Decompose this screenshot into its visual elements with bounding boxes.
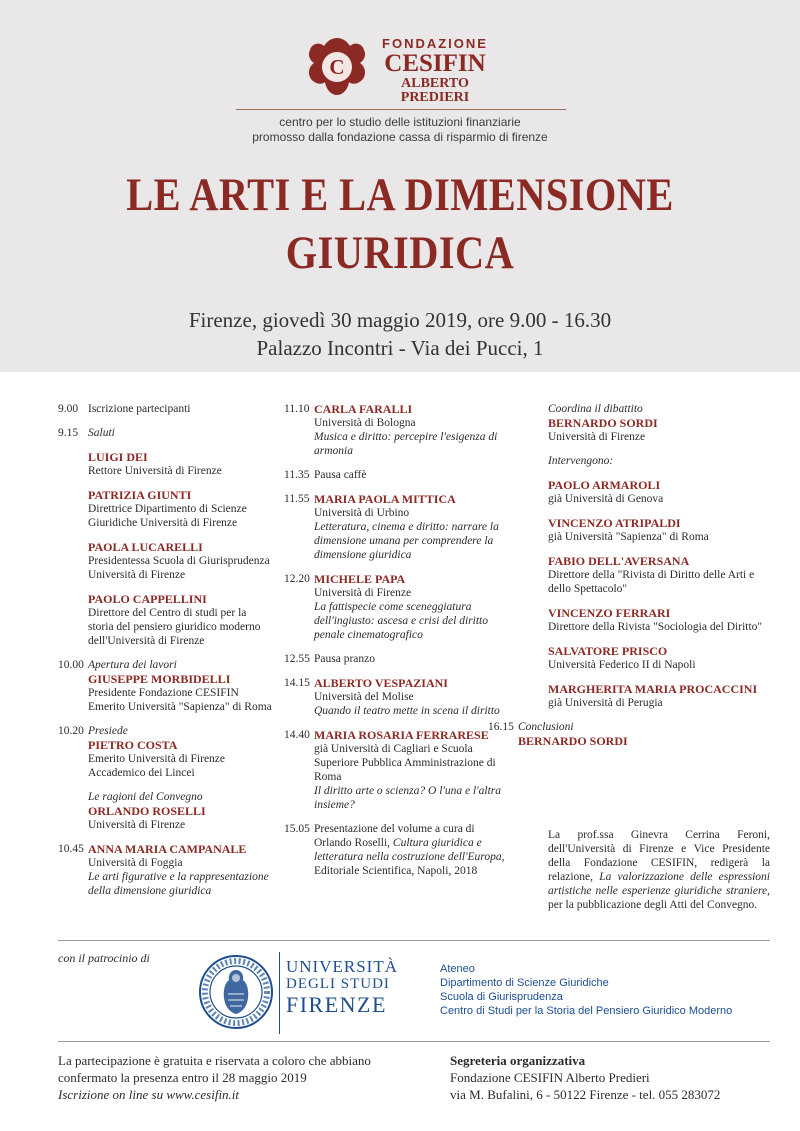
closing-note-intro: La prof.ssa Ginevra Cerrina Feroni, dell'Università di Firenze e Vice Presidente della Fondazione CESIFIN, redigerà la relazione, — [548, 829, 770, 883]
book-title: Cultura giuridica e letteratura nella costruzione dell'Europa — [314, 837, 502, 863]
speaker-affiliation: Emerito Università di Firenze Accademico dei Lincei — [88, 753, 226, 779]
secretariat-title: Segreteria organizzativa — [450, 1053, 586, 1068]
speaker-name: MARIA ROSARIA FERRARESE — [314, 728, 489, 742]
closing-note-title: La valorizzazione delle espressioni artistiche nelle esperienze giuridiche straniere — [548, 871, 771, 897]
program-section-label: Intervengono: — [548, 455, 614, 467]
event-venue: Palazzo Incontri - Via dei Pucci, 1 — [256, 336, 544, 360]
speaker-affiliation: Rettore Università di Firenze — [88, 465, 222, 477]
fondazione-logo — [306, 34, 496, 104]
speaker-affiliation: Università del Molise — [314, 691, 414, 703]
speaker-affiliation: già Università "Sapienza" di Roma — [548, 531, 709, 543]
logo-line1: FONDAZIONE — [382, 36, 488, 51]
book-presentation-intro: Presentazione del volume a cura di Orlando Roselli, — [314, 823, 475, 849]
program-item — [284, 728, 506, 812]
speaker-name: PATRIZIA GIUNTI — [88, 488, 192, 502]
speaker-name: CARLA FARALLI — [314, 402, 413, 416]
program-text: Pausa pranzo — [314, 653, 375, 665]
cesifin-logo-icon — [306, 36, 368, 98]
closing-note — [548, 828, 770, 912]
program-column-2 — [284, 402, 506, 888]
svg-text:C: C — [329, 55, 345, 79]
university-logo-text — [286, 958, 398, 1016]
program-time: 9.15 — [58, 427, 79, 439]
program-time: 11.55 — [284, 493, 310, 505]
speaker-affiliation: Direttore della "Rivista di Diritto delle Arti e dello Spettacolo" — [548, 569, 755, 595]
registration-line2: confermato la presenza entro il 28 maggio 2019 — [58, 1070, 307, 1085]
program-section-label: Coordina il dibattito — [548, 403, 643, 415]
speaker-name: GIUSEPPE MORBIDELLI — [88, 672, 231, 686]
program-item — [518, 454, 774, 710]
closing-note-end: , per la pubblicazione degli Atti del Convegno. — [548, 885, 770, 911]
program-section-label: Saluti — [88, 427, 115, 439]
speaker-name: VINCENZO ATRIPALDI — [548, 516, 681, 530]
patronage-divider — [58, 940, 770, 941]
speaker-affiliation: Università Federico II di Napoli — [548, 659, 696, 671]
program-time: 11.10 — [284, 403, 310, 415]
speaker-name: VINCENZO FERRARI — [548, 606, 671, 620]
talk-title: Le arti figurative e la rappresentazione della dimensione giuridica — [88, 871, 269, 897]
program-item — [58, 426, 273, 648]
speaker-affiliation: già Università di Cagliari e Scuola Superiore Pubblica Amministrazione di Roma — [314, 743, 496, 783]
speaker-affiliation: Università di Firenze — [548, 431, 646, 443]
speaker-name: MARIA PAOLA MITTICA — [314, 492, 456, 506]
program-time: 16.15 — [488, 721, 514, 733]
speaker-name: PAOLO ARMAROLI — [548, 478, 661, 492]
speaker-affiliation: già Università di Perugia — [548, 697, 663, 709]
speaker-affiliation: già Università di Genova — [548, 493, 664, 505]
patronage-list-item: Centro di Studi per la Storia del Pensiero Giuridico Moderno — [440, 1005, 733, 1017]
program-time: 14.40 — [284, 729, 310, 741]
university-line2: DEGLI STUDI — [286, 976, 390, 992]
program-item — [58, 402, 273, 416]
event-date: Firenze, giovedì 30 maggio 2019, ore 9.00 - 16.30 — [188, 308, 612, 332]
program-time: 10.20 — [58, 725, 84, 737]
talk-title: Quando il teatro mette in scena il diritto — [314, 705, 500, 717]
speaker-name: LUIGI DEI — [88, 450, 148, 464]
program-item — [284, 468, 506, 482]
program-section-label: Apertura dei lavori — [88, 659, 177, 671]
speaker-affiliation: Presidentessa Scuola di Giurisprudenza Università di Firenze — [88, 555, 270, 581]
patronage-list-item: Ateneo — [440, 963, 475, 975]
program-text: Pausa caffè — [314, 469, 367, 481]
program-time: 10.45 — [58, 843, 84, 855]
program-item — [284, 402, 506, 458]
program-item — [284, 676, 506, 718]
university-line1: UNIVERSITÀ — [286, 957, 398, 976]
logo-line2: CESIFIN — [384, 50, 486, 77]
talk-title: Musica e diritto: percepire l'esigenza di armonia — [314, 431, 498, 457]
registration-info — [58, 1052, 371, 1103]
university-line3: FIRENZE — [286, 992, 387, 1017]
speaker-name: SALVATORE PRISCO — [548, 644, 668, 658]
program-item — [284, 492, 506, 562]
program-column-3 — [488, 402, 774, 758]
program-section-label: Conclusioni — [518, 721, 574, 733]
organizing-secretariat — [450, 1052, 720, 1103]
tagline-line1: centro per lo studio delle istituzioni finanziarie — [279, 115, 521, 129]
university-seal-icon — [198, 954, 274, 1030]
event-title-line1: LE ARTI E LA DIMENSIONE — [126, 169, 674, 221]
talk-title: Letteratura, cinema e diritto: narrare la dimensione umana per comprendere la dimensione giuridica — [314, 521, 499, 561]
program-item — [284, 822, 506, 878]
program-text: Iscrizione partecipanti — [88, 403, 191, 415]
speaker-name: BERNARDO SORDI — [548, 416, 658, 430]
patronage-label: con il patrocinio di — [58, 951, 150, 965]
speaker-name: MICHELE PAPA — [314, 572, 406, 586]
speaker-name: PAOLO CAPPELLINI — [88, 592, 207, 606]
header-divider — [236, 109, 566, 110]
speaker-affiliation: Direttore della Rivista "Sociologia del Diritto" — [548, 621, 763, 633]
speaker-name: ORLANDO ROSELLI — [88, 804, 206, 818]
speaker-affiliation: Università di Firenze — [314, 587, 412, 599]
program-time: 9.00 — [58, 403, 79, 415]
program-time: 10.00 — [58, 659, 84, 671]
program-time: 12.55 — [284, 653, 310, 665]
program-time: 11.35 — [284, 469, 310, 481]
speaker-name: BERNARDO SORDI — [518, 734, 628, 748]
secretariat-org: Fondazione CESIFIN Alberto Predieri — [450, 1070, 650, 1085]
registration-online-link[interactable]: Iscrizione on line su www.cesifin.it — [58, 1087, 240, 1102]
logo-line3: ALBERTO PREDIERI — [400, 76, 470, 105]
patronage-list-item: Scuola di Giurisprudenza — [440, 991, 563, 1003]
speaker-name: PAOLA LUCARELLI — [88, 540, 203, 554]
program-item — [284, 652, 506, 666]
speaker-affiliation: Università di Foggia — [88, 857, 183, 869]
speaker-name: ALBERTO VESPAZIANI — [314, 676, 448, 690]
program-section-label: Le ragioni del Convegno — [88, 791, 203, 803]
speaker-name: FABIO DELL'AVERSANA — [548, 554, 690, 568]
secretariat-address: via M. Bufalini, 6 - 50122 Firenze - tel. 055 283072 — [450, 1087, 721, 1102]
speaker-affiliation: Università di Bologna — [314, 417, 416, 429]
patronage-list-item: Dipartimento di Scienze Giuridiche — [440, 977, 609, 989]
program-time: 12.20 — [284, 573, 310, 585]
book-presentation — [314, 822, 506, 878]
university-divider — [279, 952, 280, 1034]
patronage-list — [440, 962, 732, 1018]
tagline-line2: promosso dalla fondazione cassa di risparmio di firenze — [252, 130, 548, 144]
registration-line1: La partecipazione è gratuita e riservata a coloro che abbiano — [58, 1053, 371, 1068]
logo-wordmark — [374, 37, 496, 105]
program-item — [488, 720, 774, 748]
speaker-affiliation: Presidente Fondazione CESIFIN Emerito Università "Sapienza" di Roma — [88, 687, 272, 713]
program-item — [284, 572, 506, 642]
program-time: 15.05 — [284, 823, 310, 835]
talk-title: Il diritto arte o scienza? O l'una e l'altra insieme? — [314, 785, 501, 811]
talk-title: La fattispecie come sceneggiatura dell'ingiusto: ascesa e crisi del diritto penale cinematografico — [314, 601, 488, 641]
footer-divider — [58, 1041, 770, 1042]
speaker-affiliation: Università di Firenze — [88, 819, 186, 831]
program-time: 14.15 — [284, 677, 310, 689]
program-item — [58, 724, 273, 832]
program-item — [518, 402, 774, 444]
speaker-name: MARGHERITA MARIA PROCACCINI — [548, 682, 758, 696]
program-item — [58, 658, 273, 714]
speaker-affiliation: Università di Urbino — [314, 507, 410, 519]
speaker-name: ANNA MARIA CAMPANALE — [88, 842, 247, 856]
event-title-line2: GIURIDICA — [285, 227, 515, 279]
book-publisher: , Editoriale Scientifica, Napoli, 2018 — [314, 851, 505, 877]
speaker-affiliation: Direttrice Dipartimento di Scienze Giuridiche Università di Firenze — [88, 503, 247, 529]
program-section-label: Presiede — [88, 725, 128, 737]
program-column-1 — [58, 402, 273, 908]
program-item — [58, 842, 273, 898]
speaker-affiliation: Direttore del Centro di studi per la storia del pensiero giuridico moderno dell'Università di Firenze — [88, 607, 261, 647]
speaker-name: PIETRO COSTA — [88, 738, 178, 752]
